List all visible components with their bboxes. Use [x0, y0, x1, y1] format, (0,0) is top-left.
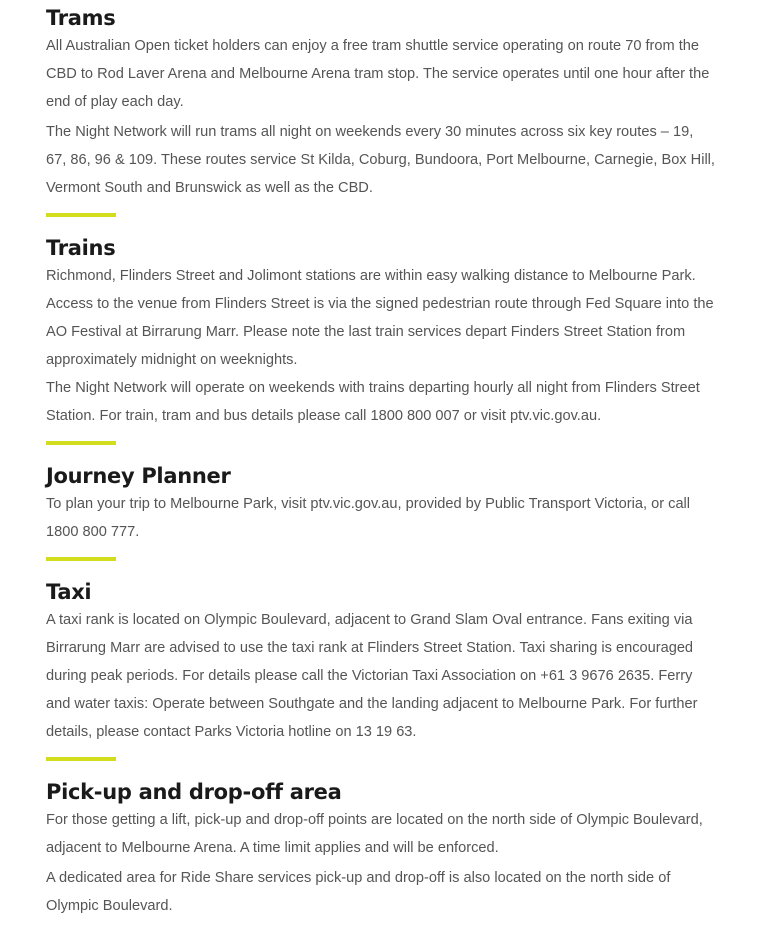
- section-trams: [46, 4, 716, 202]
- taxi-paragraph: A taxi rank is located on Olympic Boulevard, adjacent to Grand Slam Oval entrance. Fans exiting via Birrarung Marr are advised to use the taxi rank at Flinders Street Station. Taxi sharing is encouraged during peak periods. For details please call the Victorian Taxi Association on +61 3 9676 2635. Ferry and water taxis: Operate between Southgate and the landing adjacent to Melbourne Park. For further details, please contact Parks Victoria hotline on 13 19 63.: [46, 612, 698, 740]
- pickup-dropoff-paragraph-2: A dedicated area for Ride Share services pick-up and drop-off is also located on the north side of Olympic Boulevard.: [46, 870, 671, 914]
- trams-paragraph-2: The Night Network will run trams all night on weekends every 30 minutes across six key routes – 19, 67, 86, 96 & 109. These routes service St Kilda, Coburg, Bundoora, Port Melbourne, Carnegie, Box Hill, Vermont South and Brunswick as well as the CBD.: [46, 124, 715, 196]
- section-title-pickup-dropoff: Pick-up and drop-off area: [46, 780, 342, 804]
- section-divider: [46, 557, 116, 561]
- pickup-dropoff-paragraph-1: For those getting a lift, pick-up and drop-off points are located on the north side of Olympic Boulevard, adjacent to Melbourne Arena. A time limit applies and will be enforced.: [46, 812, 703, 856]
- section-divider: [46, 441, 116, 445]
- section-pickup-dropoff: [46, 778, 716, 920]
- trains-paragraph-1: Richmond, Flinders Street and Jolimont stations are within easy walking distance to Melbourne Park. Access to the venue from Flinders Street is via the signed pedestrian route through Fed Square into the AO Festival at Birrarung Marr. Please note the last train services depart Finders Street Station from approximately midnight on weeknights.: [46, 268, 714, 368]
- journey-planner-paragraph: To plan your trip to Melbourne Park, visit ptv.vic.gov.au, provided by Public Transport Victoria, or call 1800 800 777.: [46, 496, 691, 540]
- trams-paragraph-1: All Australian Open ticket holders can enjoy a free tram shuttle service operating on route 70 from the CBD to Rod Laver Arena and Melbourne Arena tram stop. The service operates until one hour after the end of play each day.: [46, 38, 710, 110]
- section-journey-planner: [46, 462, 716, 546]
- section-taxi: [46, 578, 716, 746]
- section-divider: [46, 757, 116, 761]
- section-title-trams: Trams: [46, 6, 116, 30]
- trains-paragraph-2: The Night Network will operate on weekends with trains departing hourly all night from Flinders Street Station. For train, tram and bus details please call 1800 800 007 or visit ptv.vic.gov.au.: [46, 380, 700, 424]
- transport-info-content: [46, 4, 716, 920]
- section-title-journey-planner: Journey Planner: [46, 464, 231, 488]
- section-title-trains: Trains: [46, 236, 116, 260]
- section-divider: [46, 213, 116, 217]
- section-title-taxi: Taxi: [46, 580, 92, 604]
- section-trains: [46, 234, 716, 430]
